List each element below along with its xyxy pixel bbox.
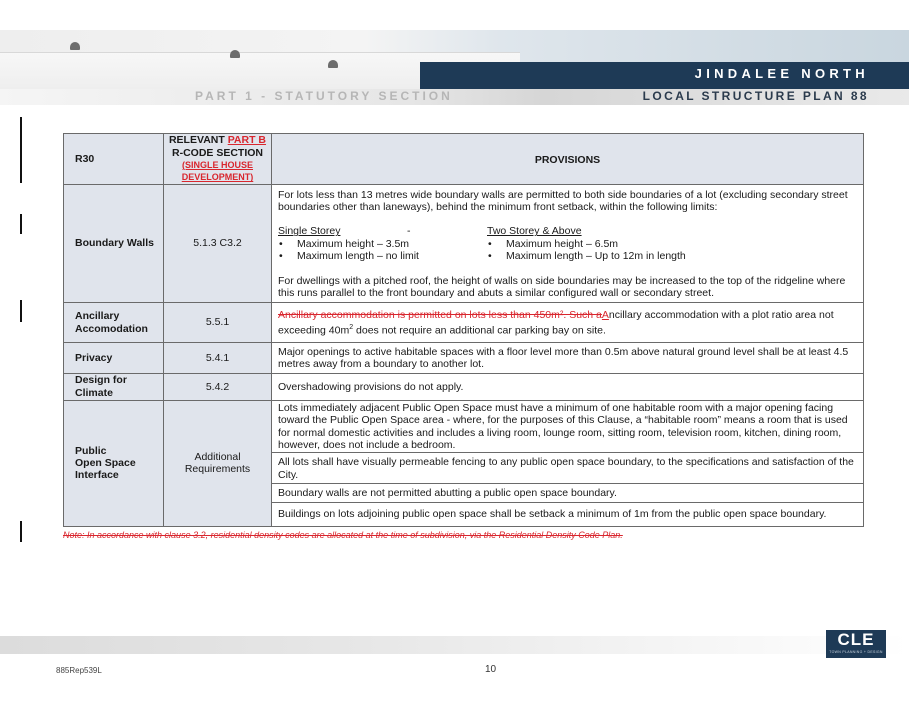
footer-band — [0, 636, 909, 654]
section-title: PART 1 - STATUTORY SECTION — [195, 89, 453, 103]
density-code-note: Note: In accordance with clause 3.2, residential density codes are allocated at the time of subdivision, via the Residential Density Code Plan. — [63, 530, 623, 540]
change-bar — [20, 117, 22, 183]
table-row — [64, 303, 864, 343]
row-provision-privacy: Major openings to active habitable spaces with a floor level more than 0.5m above natural ground level shall be at least 4.5 metres away from a boundary to another lot. — [272, 343, 864, 374]
table-header-row — [64, 134, 864, 185]
row-label-ancillary: Ancillary Accomodation — [64, 303, 164, 343]
row-label-pos-interface: Public Open Space Interface — [64, 400, 164, 526]
provisions-table — [63, 133, 864, 527]
row-section-ancillary: 5.5.1 — [164, 303, 272, 343]
change-bar — [20, 521, 22, 542]
pos-requirement-3: Boundary walls are not permitted abutting a public open space boundary. — [272, 484, 864, 502]
row-provision-boundary-walls: For lots less than 13 metres wide boundary walls are permitted to both side boundaries of a lot (excluding secondary street boundaries other than laneways), behind the minimum front setback, within the following limits: Single Storey - • Maximum height – 3.5m • Maximum length – no limit Two Storey & Above • Maximum height – 6.5m • Maximum length – Up to 12m in length For dwellings with a pitched roof, the height of walls on side boundaries may be increased to the top of the ridgeline where this runs parallel to the front boundary and abuts a similar configured wall or secondary street. — [272, 185, 864, 303]
deleted-text: Ancillary accommodation is permitted on lots less than 450m². Such a — [278, 309, 602, 322]
table-row — [64, 373, 864, 400]
row-provision-design-climate: Overshadowing provisions do not apply. — [272, 373, 864, 400]
page-number: 10 — [485, 664, 497, 675]
list-item: • Maximum length – no limit — [278, 250, 487, 262]
wall-lamp-icon — [230, 50, 240, 58]
wall-lamp-icon — [70, 42, 80, 50]
document-title: JINDALEE NORTH — [694, 66, 869, 81]
inserted-text: A — [601, 309, 609, 322]
row-section-boundary-walls: 5.1.3 C3.2 — [164, 185, 272, 303]
header-r30: R30 — [64, 134, 164, 185]
pos-requirement-2: All lots shall have visually permeable fencing to any public open space boundary, to the specifications and satisfaction of the City. — [272, 453, 864, 484]
report-reference: 885Rep539L — [56, 666, 102, 675]
change-bar — [20, 300, 22, 322]
pos-requirement-1: Lots immediately adjacent Public Open Space must have a minimum of one habitable room with a major opening facing toward the Public Open Space area - where, for the purposes of this Clause, a “habitable room” means a room that is used for normal domestic activities and includes a living room, lounge room, sitting room, television room, kitchen, dining room, however, does not include a bedroom. — [272, 400, 864, 453]
list-item: • Maximum length – Up to 12m in length — [487, 250, 817, 262]
row-label-boundary-walls: Boundary Walls — [64, 185, 164, 303]
list-item: • Maximum height – 6.5m — [487, 238, 817, 250]
cle-logo — [826, 630, 886, 658]
row-provision-ancillary: Ancillary accommodation is permitted on lots less than 450m². Such aAncillary accommodation with a plot ratio area not exceeding $40m^2$ does not require an additional car parking bay on site. — [272, 303, 864, 343]
cle-logo-tagline: TOWN PLANNING + DESIGN — [829, 650, 883, 654]
table-row — [64, 343, 864, 374]
table-row — [64, 400, 864, 453]
single-house-note: (SINGLE HOUSE DEVELOPMENT) — [181, 160, 254, 183]
list-item: • Maximum height – 3.5m — [278, 238, 487, 250]
wall-lamp-icon — [328, 60, 338, 68]
change-bar — [20, 214, 22, 234]
header-rcode-section: RELEVANT PART B R-CODE SECTION (SINGLE HOUSE DEVELOPMENT) — [164, 134, 272, 185]
pos-requirement-4: Buildings on lots adjoining public open space shall be setback a minimum of 1m from the public open space boundary. — [272, 502, 864, 526]
table-row — [64, 185, 864, 303]
row-label-design-climate: Design for Climate — [64, 373, 164, 400]
row-section-pos-interface: Additional Requirements — [164, 400, 272, 526]
row-label-privacy: Privacy — [64, 343, 164, 374]
row-section-privacy: 5.4.1 — [164, 343, 272, 374]
document-subtitle: LOCAL STRUCTURE PLAN 88 — [642, 89, 869, 103]
row-section-design-climate: 5.4.2 — [164, 373, 272, 400]
header-provisions: PROVISIONS — [272, 134, 864, 185]
header-banner — [0, 30, 909, 105]
cle-logo-text: CLE — [837, 630, 875, 649]
